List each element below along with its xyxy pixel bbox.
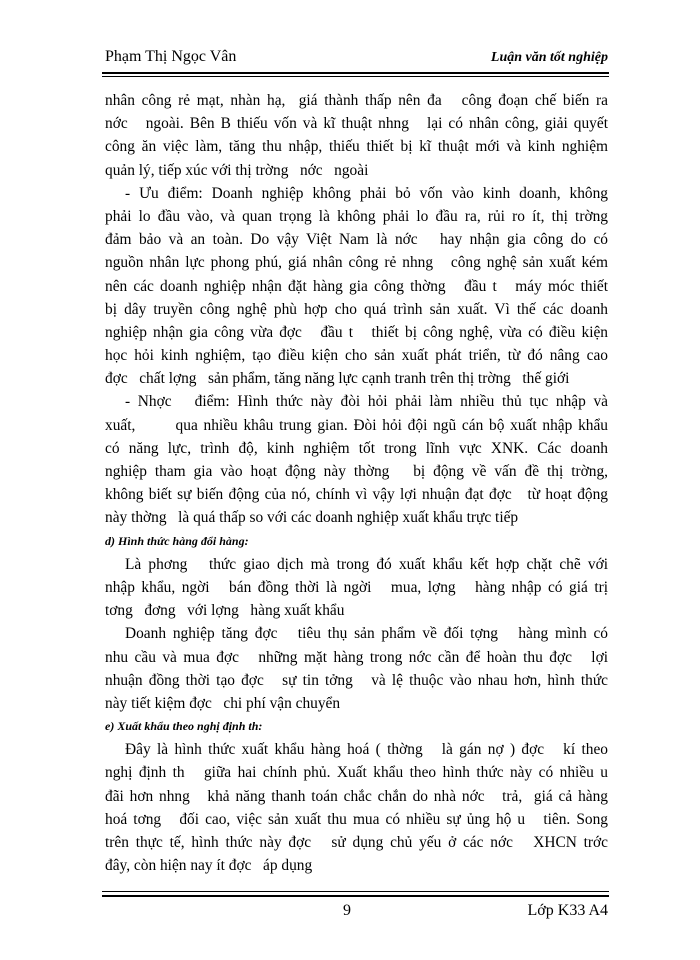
text-line: có năng lực, trình độ, kinh nghiệm tốt trong lĩnh vực XNK. Các doanh: [105, 439, 608, 457]
text-line: xuất, qua nhiều khâu trung gian. Đòi hỏi đội ngũ cán bộ xuất nhập khẩu: [105, 416, 608, 434]
paragraph-barter: [105, 553, 608, 623]
text-line: nhân công rẻ mạt, nhàn hạ, giá thành thấp nên đa công đoạn chế biến ra: [105, 92, 608, 109]
text-line: Doanh nghiệp tăng đợc tiêu thụ sản phẩm về đối tợng hàng mình có: [125, 625, 608, 643]
section-heading-d: d) Hình thức hàng đổi hàng:: [105, 533, 249, 548]
header-rule: [102, 72, 609, 74]
class-label: Lớp K33 A4: [527, 902, 608, 919]
text-line: nhập khẩu, ngời bán đồng thời là ngời mua, lợng hàng nhập có giá trị: [105, 578, 608, 596]
text-line: trên thực tế, hình thức này đợc sử dụng chủ yếu ở các nớc XHCN trớc: [105, 834, 608, 851]
text-line: bị dây truyền công nghệ phù hợp cho quá trình sản xuất. Vì thế các doanh: [105, 300, 608, 318]
text-line: không biết sự biến động của nó, chính vì vậy lợi nhuận đạt đợc từ hoạt động: [105, 486, 608, 504]
footer-rule-thin: [102, 891, 609, 892]
header-author: Phạm Thị Ngọc Vân: [105, 48, 237, 65]
text-line: phải lo đầu vào, và quan trọng là không phải lo đầu ra, rủi ro ít, thị trờng: [105, 207, 608, 225]
text-line: - Ưu điểm: Doanh nghiệp không phải bỏ vốn vào kinh doanh, không: [125, 184, 608, 202]
header-title: Luận văn tốt nghiệp: [490, 50, 608, 65]
text-line: nhuận đồng thời tạo đợc sự tin tởng và lệ thuộc vào nhau hơn, hình thức: [105, 671, 608, 689]
paragraph-disadvantages: [105, 390, 608, 529]
paragraph-protocol: [105, 738, 608, 877]
text-line: nghiệp nhận gia công vừa đợc đầu t thiết bị công nghệ, vừa có điều kiện: [105, 323, 608, 341]
text-line: nghị định th giữa hai chính phủ. Xuất khẩu theo hình thức này có nhiều u: [105, 764, 608, 782]
text-line: Đây là hình thức xuất khẩu hàng hoá ( thờng là gán nợ ) đợc kí theo: [125, 741, 608, 759]
paragraph-1: [105, 89, 608, 182]
page-number: 9: [343, 902, 351, 919]
text-line: quản lý, tiếp xúc với thị trờng nớc ngoài: [105, 161, 369, 179]
text-line: này tiết kiệm đợc chi phí vận chuyển: [105, 694, 341, 712]
text-line: hoá tơng đối cao, việc sản xuất thu mua có nhiều sự ủng hộ u tiên. Song: [105, 810, 608, 828]
footer-rule: [102, 895, 609, 897]
text-line: nớc ngoài. Bên B thiếu vốn và kĩ thuật nhng lại có nhân công, giải quyết: [105, 115, 608, 133]
text-line: Là phơng thức giao dịch mà trong đó xuất khẩu kết hợp chặt chẽ với: [125, 555, 608, 573]
paragraph-barter-benefits: [105, 622, 608, 715]
text-line: - Nhợc điểm: Hình thức này đòi hỏi phải làm nhiều thủ tục nhập và: [125, 393, 608, 411]
document-body: [105, 89, 608, 877]
text-line: này thờng là quá thấp so với các doanh nghiệp xuất khẩu trực tiếp: [105, 509, 519, 527]
section-heading-e: e) Xuất khẩu theo nghị định th:: [105, 719, 263, 734]
text-line: nên các doanh nghiệp nhận đặt hàng gia công thờng đầu t máy móc thiết: [105, 277, 608, 295]
text-line: đảm bảo và an toàn. Do vậy Việt Nam là nớc hay nhận gia công do có: [105, 231, 608, 249]
text-line: công ăn việc làm, tăng thu nhập, thiếu thiết bị kĩ thuật mới và kinh nghiệm: [105, 138, 608, 156]
text-line: học hỏi kinh nghiệm, tạo điều kiện cho sản xuất phát triển, từ đó nâng cao: [105, 347, 608, 365]
text-line: nhu cầu và mua đợc những mặt hàng trong nớc cần để hoàn thu đợc lợi: [105, 648, 608, 666]
text-line: tơng đơng với lợng hàng xuất khẩu: [105, 602, 345, 620]
text-line: đây, còn hiện nay ít đợc áp dụng: [105, 857, 313, 875]
text-line: đãi hơn nhng khả năng thanh toán chắc chắn do nhà nớc trả, giá cả hàng: [105, 787, 608, 805]
text-line: nguồn nhân lực phong phú, giá nhân công rẻ nhng công nghệ sản xuất kém: [105, 254, 608, 272]
text-line: đợc chất lợng sản phẩm, tăng năng lực cạnh tranh trên thị trờng thế giới: [105, 370, 570, 388]
paragraph-advantages: [105, 182, 608, 391]
text-line: nghiệp tham gia vào hoạt động này thờng bị động về vấn đề thị trờng,: [105, 463, 608, 480]
header-rule-thin: [102, 76, 609, 77]
